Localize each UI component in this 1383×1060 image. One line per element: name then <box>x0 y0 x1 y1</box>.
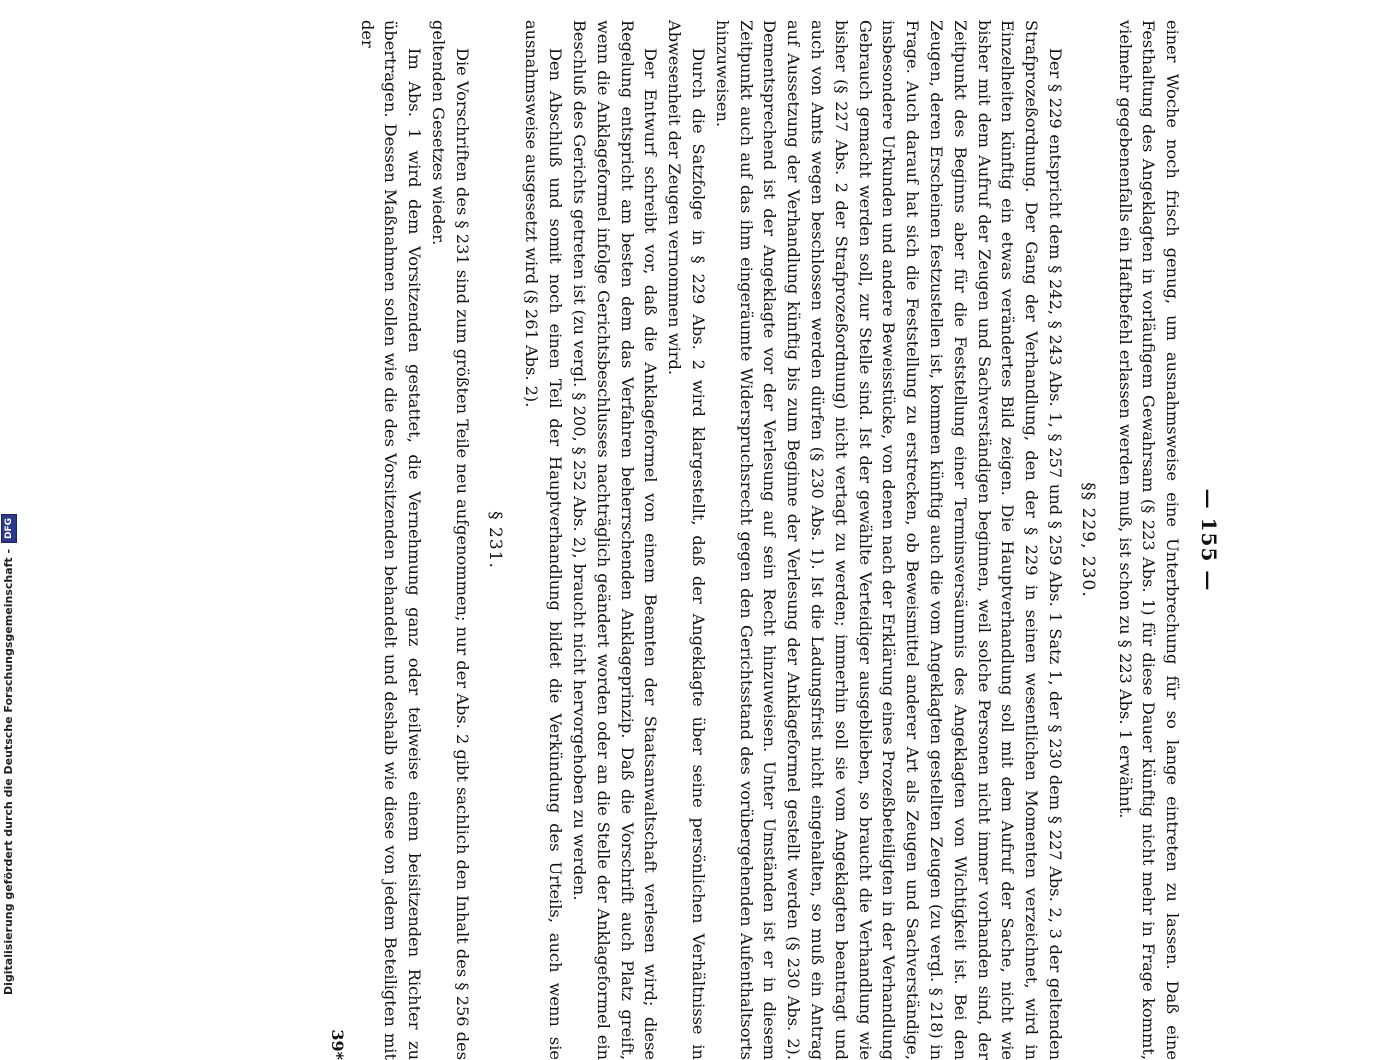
digitization-credit-sidebar <box>0 0 22 1000</box>
rotated-text-block <box>20 0 1221 1060</box>
digitization-credit <box>1 514 17 995</box>
page-number: — 155 — <box>1197 488 1221 592</box>
paragraph: Der Entwurf schreibt vor, daß die Anklageformel von einem Beamten der Staatsanwaltschaft verlesen wird; diese Regelung entspricht am besten dem das Verfahren beherrschenden Anklageprinzip. Daß die Vorschrift auch Platz greift, wenn die Anklageformel infolge Gerichtsbeschlusses nachträglich geändert worden oder an die Stelle der Anklageformel ein Beschluß des Gerichts getreten ist (zu vergl. § 200, § 252 Abs. 2), braucht nicht hervorgehoben zu werden. <box>570 20 661 1060</box>
paragraph: Den Abschluß und somit noch einen Teil der Hauptverhandlung bildet die Verkündung des Urteils, auch wenn sie ausnahmsweise ausgesetzt wird (§ 261 Abs. 2). <box>522 20 566 1060</box>
section-heading-229-230: §§ 229, 230. <box>1077 482 1098 598</box>
dfg-logo: DFG <box>1 514 17 543</box>
paragraph: Im Abs. 1 wird dem Vorsitzenden gestattet, die Vernehmung ganz oder teilweise einem beisitzenden Richter zu übertragen. Dessen Maßnahmen sollen wie die des Vorsitzenden behandelt und deshalb wie diese von jedem Beteiligten mit der <box>357 20 425 1060</box>
paragraph: Die Vorschriften des § 231 sind zum größten Teile neu aufgenommen; nur der Abs. 2 gibt sachlich den Inhalt des § 256 des geltenden Gesetzes wieder. <box>429 20 472 1060</box>
section-heading-231: § 231. <box>484 511 505 569</box>
credit-text: Digitalisierung gefördert durch die Deutsche Forschungsgemeinschaft - <box>2 548 15 995</box>
paragraph: Der § 229 entspricht dem § 242, § 243 Abs. 1, § 257 und § 259 Abs. 1 Satz 1, der § 230 dem § 227 Abs. 2, 3 der geltenden Strafprozeßordnung. Der Gang der Verhandlung, den der § 229 in seinen wesentlichen Momenten verzeichnet, wird in Einzelheiten künftig ein etwas verändertes Bild zeigen. Die Hauptverhandlung soll mit dem Aufruf der Sache, nicht wie bisher mit dem Aufruf der Zeugen und Sachverständigen beginnen, weil solche Personen nicht immer vorhanden sind, der Zeitpunkt des Beginns aber für die Feststellung einer Terminsversäumnis des Angeklagten von Wichtigkeit ist. Bei den Zeugen, deren Erscheinen festzustellen ist, kommen künftig auch die vom Angeklagten gestellten Zeugen (zu vergl. § 218) in Frage. Auch darauf hat sich die Feststellung zu erstrecken, ob Beweismittel anderer Art als Zeugen und Sachverständige, insbesondere Urkunden und andere Beweisstücke, von denen nach der Erklärung eines Prozeßbeteiligten in der Verhandlung Gebrauch gemacht werden soll, zur Stelle sind. Ist der gewählte Verteidiger ausgeblieben, so braucht die Verhandlung wie bisher (§ 227 Abs. 2 der Strafprozeßordnung) nicht vertagt zu werden; immerhin soll sie vom Angeklagten beantragt und auch von Amts wegen beschlossen werden dürfen (§ 230 Abs. 1). Ist die Ladungsfrist nicht eingehalten, so muß ein Antrag auf Aussetzung der Verhandlung künftig bis zum Beginne der Verlesung der Anklageformel gestellt werden (§ 230 Abs. 2). Dementsprechend ist der Angeklagte vor der Verlesung auf sein Recht hinzuweisen. Unter Umständen ist er in diesem Zeitpunkt auch auf das ihm eingeräumte Widerspruchsrecht gegen den Gerichtsstand des vorübergehenden Aufenthaltsorts hinzuweisen. <box>712 20 1066 1060</box>
paragraph: Durch die Satzfolge in § 229 Abs. 2 wird klargestellt, daß der Angeklagte über seine persönlichen Verhältnisse in Abwesenheit der Zeugen vernommen wird. <box>665 20 709 1060</box>
signature-mark: 39* <box>327 1029 347 1060</box>
page-content <box>325 20 1220 1060</box>
paragraph-continuation: einer Woche noch frisch genug, um ausnahmsweise eine Unterbrechung für so lange eintreten zu lassen. Daß eine Festhaltung des Angeklagten in vorläufigem Gewahrsam (§ 223 Abs. 1) für diese Dauer künftig nicht mehr in Frage kommt, vielmehr gegebenenfalls ein Haftbefehl erlassen werden muß, ist schon zu § 223 Abs. 1 erwähnt. <box>1115 20 1183 1060</box>
